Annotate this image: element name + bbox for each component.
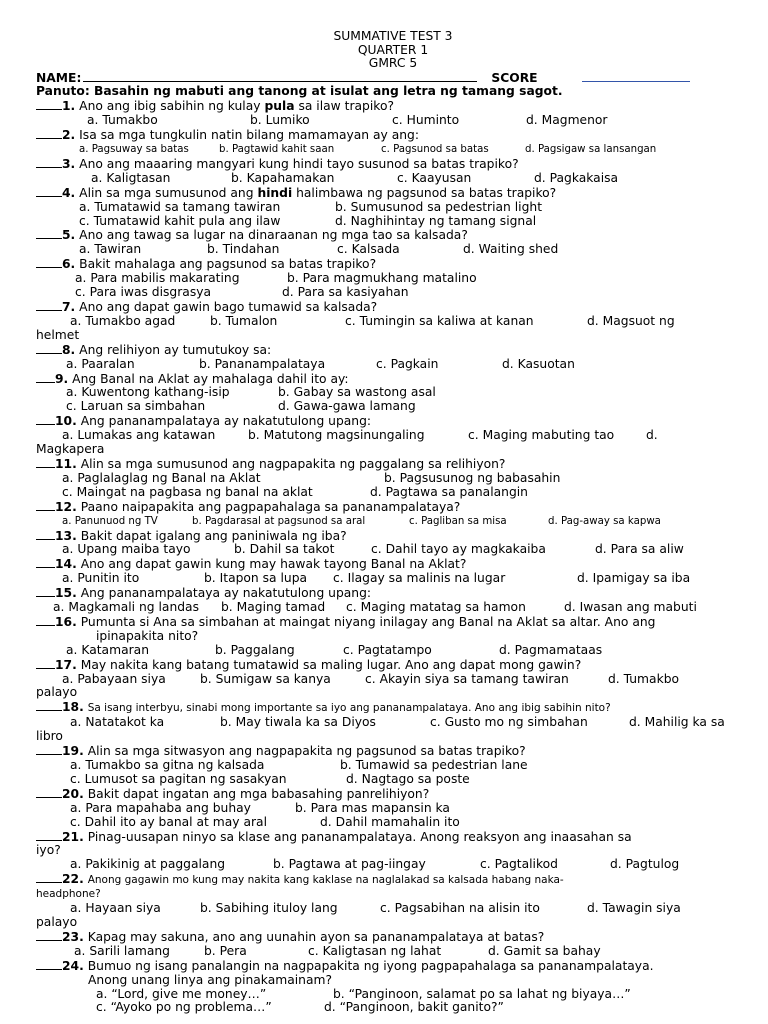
choice-d: d. Gawa-gawa lamang bbox=[278, 399, 416, 414]
question-17 bbox=[36, 658, 750, 673]
test-header bbox=[36, 30, 750, 71]
question-number: 22. bbox=[62, 872, 84, 887]
question-text: sa ilaw trapiko? bbox=[294, 99, 394, 114]
choices-11b bbox=[36, 486, 750, 500]
question-number: 13. bbox=[55, 528, 77, 543]
choice-a: a. Paaralan bbox=[66, 356, 135, 371]
choice-a: a. Magkamali ng landas bbox=[53, 600, 200, 615]
choice-a: a. Hayaan siya bbox=[70, 901, 161, 916]
choice-b: b. Para mas mapansin ka bbox=[295, 800, 450, 815]
choice-d: d. Mahilig ka sa bbox=[629, 715, 725, 730]
answer-blank[interactable] bbox=[36, 128, 62, 139]
choices-21 bbox=[36, 858, 750, 872]
choice-b: b. May tiwala ka sa Diyos bbox=[220, 715, 376, 730]
answer-blank[interactable] bbox=[36, 372, 55, 383]
choice-a: a. Pabayaan siya bbox=[62, 671, 166, 686]
instructions: Panuto: Basahin ng mabuti ang tanong at isulat ang letra ng tamang sagot. bbox=[36, 84, 563, 99]
choice-b: b. Sabihing ituloy lang bbox=[200, 901, 338, 916]
question-15 bbox=[36, 586, 750, 601]
choice-d-continued: palayo bbox=[36, 914, 78, 929]
question-text: Ang relihiyon ay tumutukoy sa: bbox=[79, 342, 272, 357]
choices-24a bbox=[36, 988, 750, 1002]
question-number: 6. bbox=[62, 257, 76, 272]
answer-blank[interactable] bbox=[36, 414, 55, 425]
question-21 bbox=[36, 830, 750, 845]
choices-4a bbox=[36, 201, 750, 215]
choice-a: a. Natatakot ka bbox=[70, 715, 165, 730]
question-number: 16. bbox=[55, 614, 77, 629]
emphasis-text: pula bbox=[264, 99, 295, 114]
answer-blank[interactable] bbox=[36, 228, 62, 239]
name-label: NAME: bbox=[36, 70, 82, 85]
question-21-continued: iyo? bbox=[36, 843, 61, 858]
choice-a: a. Pagsuway sa batas bbox=[79, 144, 189, 156]
question-number: 1. bbox=[62, 99, 76, 114]
question-14 bbox=[36, 557, 750, 572]
choice-d: d. Pagsigaw sa lansangan bbox=[525, 144, 657, 156]
question-text: Alin sa mga sitwasyon ang nagpapakita ng pagsunod sa batas trapiko? bbox=[87, 744, 526, 759]
choice-c: c. Lumusot sa pagitan ng sasakyan bbox=[70, 771, 287, 786]
choice-b: b. “Panginoon, salamat po sa lahat ng biyaya…” bbox=[333, 986, 631, 1001]
question-text: Pumunta si Ana sa simbahan at maingat niyang inilagay ang Banal na Aklat sa altar. Ano ang bbox=[80, 614, 656, 629]
choices-5 bbox=[36, 243, 750, 257]
choices-16 bbox=[36, 644, 750, 658]
question-5 bbox=[36, 228, 750, 243]
choice-b: b. Maging tamad bbox=[221, 600, 326, 615]
choice-c: c. Huminto bbox=[392, 113, 460, 128]
header-subject: GMRC 5 bbox=[368, 56, 418, 70]
question-text: Bakit dapat igalang ang paniniwala ng iba? bbox=[80, 528, 347, 543]
choice-c: c. “Ayoko po ng problema…” bbox=[96, 1000, 272, 1015]
question-number: 12. bbox=[55, 499, 77, 514]
choice-d-continued: helmet bbox=[36, 327, 80, 342]
choice-a: a. Kaligtasan bbox=[91, 170, 171, 185]
choice-a: a. Para mabilis makarating bbox=[75, 271, 240, 286]
choice-a: a. Katamaran bbox=[66, 642, 149, 657]
question-text: Ano ang dapat gawin bago tumawid sa kalsada? bbox=[79, 300, 378, 314]
choice-c: c. Maging mabuting tao bbox=[468, 428, 615, 443]
choice-b: b. Kapahamakan bbox=[231, 170, 335, 185]
choice-c: c. Pagsabihan na alisin ito bbox=[380, 901, 540, 916]
question-number: 21. bbox=[62, 829, 84, 844]
question-text: Ano ang ibig sabihin ng kulay bbox=[79, 99, 265, 114]
choice-a: a. “Lord, give me money…” bbox=[96, 986, 267, 1001]
question-text: Pinag-uusapan ninyo sa klase ang pananampalataya. Anong reaksyon ang inaasahan sa bbox=[87, 829, 632, 844]
header-title: SUMMATIVE TEST 3 bbox=[333, 29, 453, 43]
answer-blank[interactable] bbox=[36, 658, 55, 669]
choice-d: d. Naghihintay ng tamang signal bbox=[335, 213, 537, 228]
choice-d: d. bbox=[646, 428, 658, 443]
question-number: 18. bbox=[62, 700, 84, 715]
choices-9a bbox=[36, 386, 750, 400]
answer-blank[interactable] bbox=[36, 300, 62, 311]
answer-blank[interactable] bbox=[36, 186, 62, 197]
choice-c: c. Pagtatampo bbox=[343, 642, 432, 657]
choice-d: d. Kasuotan bbox=[502, 356, 575, 371]
question-22 bbox=[36, 872, 750, 888]
choice-b: b. Sumusunod sa pedestrian light bbox=[335, 199, 543, 214]
answer-blank[interactable] bbox=[36, 700, 62, 711]
question-text: Sa isang interbyu, sinabi mong importante sa iyo ang pananampalataya. Ano ang ibig sabihin nito? bbox=[87, 702, 611, 715]
choice-a: a. Tumatawid sa tamang tawiran bbox=[79, 199, 281, 214]
choices-4b bbox=[36, 215, 750, 229]
choice-d: d. Pagtawa sa panalangin bbox=[370, 484, 528, 499]
question-13 bbox=[36, 529, 750, 544]
question-number: 19. bbox=[62, 744, 84, 759]
question-number: 5. bbox=[62, 228, 76, 243]
choice-b: b. Dahil sa takot bbox=[234, 542, 335, 557]
choice-b: b. Lumiko bbox=[250, 113, 310, 128]
choice-b: b. Pananampalataya bbox=[199, 356, 326, 371]
choice-c: c. Akayin siya sa tamang tawiran bbox=[365, 671, 569, 686]
question-text: Bakit mahalaga ang pagsunod sa batas trapiko? bbox=[79, 257, 377, 272]
question-text: Alin sa mga sumusunod ang nagpapakita ng paggalang sa relihiyon? bbox=[80, 456, 506, 471]
question-1 bbox=[36, 99, 750, 114]
choice-d-continued: Magkapera bbox=[36, 442, 105, 457]
choice-c: c. Laruan sa simbahan bbox=[66, 399, 206, 414]
choice-c: c. Pagtalikod bbox=[480, 857, 558, 872]
choice-d: d. Dahil mamahalin ito bbox=[320, 814, 460, 829]
question-7 bbox=[36, 300, 750, 315]
choice-a: a. Para mapahaba ang buhay bbox=[70, 800, 251, 815]
question-text: Alin sa mga sumusunod ang bbox=[79, 185, 258, 200]
choice-c: c. Para iwas disgrasya bbox=[75, 285, 212, 300]
question-2 bbox=[36, 128, 750, 143]
question-text: Ano ang dapat gawin kung may hawak tayong Banal na Aklat? bbox=[80, 557, 467, 572]
question-number: 10. bbox=[55, 414, 77, 429]
question-text: Isa sa mga tungkulin natin bilang mamamayan ay ang: bbox=[79, 128, 420, 143]
question-number: 9. bbox=[55, 371, 69, 386]
question-number: 20. bbox=[62, 786, 84, 801]
name-field[interactable] bbox=[83, 71, 477, 82]
choice-b: b. Pagtawa at pag-iingay bbox=[273, 857, 426, 872]
choice-a: a. Tumakbo agad bbox=[70, 313, 176, 328]
choice-b: b. Itapon sa lupa bbox=[204, 571, 308, 586]
choice-a: a. Upang maiba tayo bbox=[62, 542, 191, 557]
emphasis-text: hindi bbox=[257, 185, 293, 200]
answer-blank[interactable] bbox=[36, 830, 62, 841]
score-field[interactable] bbox=[582, 71, 690, 82]
choice-b: b. Tumalon bbox=[210, 313, 278, 328]
choice-b: b. Pagdarasal at pagsunod sa aral bbox=[192, 515, 366, 527]
choice-d: d. Pagtulog bbox=[610, 857, 680, 872]
question-number: 23. bbox=[62, 929, 84, 944]
choice-d: d. Ipamigay sa iba bbox=[577, 571, 691, 586]
question-6 bbox=[36, 257, 750, 272]
choice-a: a. Pakikinig at paggalang bbox=[70, 857, 226, 872]
answer-blank[interactable] bbox=[36, 257, 62, 268]
choice-a: a. Tumakbo bbox=[87, 113, 158, 128]
answer-blank[interactable] bbox=[36, 557, 55, 568]
question-text: Ang pananampalataya ay nakatutulong upang: bbox=[80, 414, 372, 429]
question-number: 4. bbox=[62, 185, 76, 200]
choices-11a bbox=[36, 472, 750, 486]
question-18 bbox=[36, 700, 750, 716]
answer-blank[interactable] bbox=[36, 586, 55, 597]
question-16-continued: ipinapakita nito? bbox=[96, 628, 199, 643]
question-number: 8. bbox=[62, 342, 76, 357]
choices-19b bbox=[36, 773, 750, 787]
question-23 bbox=[36, 930, 750, 945]
question-9 bbox=[36, 372, 750, 387]
choices-9b bbox=[36, 400, 750, 414]
question-number: 15. bbox=[55, 586, 77, 601]
choice-c: c. Pagsunod sa batas bbox=[381, 144, 489, 156]
choice-c: c. Ilagay sa malinis na lugar bbox=[333, 571, 506, 586]
answer-blank[interactable] bbox=[36, 959, 62, 970]
choices-14 bbox=[36, 572, 750, 586]
choices-6b bbox=[36, 286, 750, 300]
answer-blank[interactable] bbox=[36, 787, 62, 798]
choices-12 bbox=[36, 515, 750, 529]
choices-20b bbox=[36, 816, 750, 830]
question-text: Anong gagawin mo kung may nakita kang kaklase na naglalakad sa kalsada habang naka- bbox=[87, 874, 564, 887]
answer-blank[interactable] bbox=[36, 457, 55, 468]
choice-d: d. Iwasan ang mabuti bbox=[564, 600, 697, 615]
choice-d: d. “Panginoon, bakit ganito?” bbox=[324, 1000, 504, 1015]
choice-d: d. Magmenor bbox=[526, 113, 608, 128]
header-quarter: QUARTER 1 bbox=[357, 42, 429, 57]
choice-d: d. Tawagin siya bbox=[587, 901, 681, 916]
question-12 bbox=[36, 500, 750, 515]
answer-blank[interactable] bbox=[36, 529, 55, 540]
choices-2 bbox=[36, 143, 750, 157]
question-4 bbox=[36, 186, 750, 201]
question-text: Bakit dapat ingatan ang mga babasahing panrelihiyon? bbox=[87, 786, 430, 801]
choice-d: d. Para sa kasiyahan bbox=[282, 285, 409, 300]
choice-a: a. Paglalaglag ng Banal na Aklat bbox=[62, 470, 261, 485]
choice-c: c. Kaligtasan ng lahat bbox=[308, 943, 442, 958]
choice-b: b. Sumigaw sa kanya bbox=[200, 671, 331, 686]
question-10 bbox=[36, 414, 750, 429]
question-number: 24. bbox=[62, 958, 84, 973]
choice-d: d. Pagmamataas bbox=[499, 642, 603, 657]
choice-d: d. Pagkakaisa bbox=[534, 170, 619, 185]
choice-c: c. Tumatawid kahit pula ang ilaw bbox=[79, 213, 281, 228]
question-text: Ano ang maaaring mangyari kung hindi tayo susunod sa batas trapiko? bbox=[79, 156, 519, 171]
choice-d: d. Waiting shed bbox=[463, 242, 559, 257]
question-11 bbox=[36, 457, 750, 472]
choice-a: a. Lumakas ang katawan bbox=[62, 428, 216, 443]
choice-c: c. Pagliban sa misa bbox=[409, 515, 507, 527]
question-text: Ano ang tawag sa lugar na dinaraanan ng mga tao sa kalsada? bbox=[79, 228, 468, 243]
choice-c: c. Kaayusan bbox=[397, 170, 472, 185]
choice-c: c. Pagkain bbox=[376, 356, 439, 371]
choice-b: b. Matutong magsinungaling bbox=[248, 428, 425, 443]
question-text: Kapag may sakuna, ano ang uunahin ayon sa pananampalataya at batas? bbox=[87, 929, 545, 944]
choice-b: b. Gabay sa wastong asal bbox=[278, 385, 436, 400]
question-number: 11. bbox=[55, 456, 77, 471]
choices-10 bbox=[36, 429, 750, 443]
answer-blank[interactable] bbox=[36, 872, 62, 883]
answer-blank[interactable] bbox=[36, 343, 62, 354]
answer-blank[interactable] bbox=[36, 500, 55, 511]
choices-18 bbox=[36, 716, 750, 730]
name-score-line bbox=[36, 71, 750, 86]
choice-d: d. Nagtago sa poste bbox=[346, 771, 470, 786]
choices-3 bbox=[36, 172, 750, 186]
choice-a: a. Tumakbo sa gitna ng kalsada bbox=[70, 758, 265, 772]
question-20 bbox=[36, 787, 750, 802]
question-24 bbox=[36, 959, 750, 974]
question-number: 17. bbox=[55, 657, 77, 672]
choice-c: c. Tumingin sa kaliwa at kanan bbox=[345, 313, 534, 328]
choices-19a bbox=[36, 759, 750, 773]
question-number: 3. bbox=[62, 156, 76, 171]
question-text: Ang Banal na Aklat ay mahalaga dahil ito ay: bbox=[72, 371, 349, 386]
question-19 bbox=[36, 744, 750, 759]
answer-blank[interactable] bbox=[36, 744, 62, 755]
question-3 bbox=[36, 157, 750, 172]
choice-b: b. Tumawid sa pedestrian lane bbox=[340, 758, 528, 772]
choice-c: c. Maging matatag sa hamon bbox=[346, 600, 526, 615]
question-number: 7. bbox=[62, 300, 76, 314]
question-number: 14. bbox=[55, 557, 77, 572]
choice-b: b. Para magmukhang matalino bbox=[287, 271, 477, 286]
choice-a: a. Panunuod ng TV bbox=[62, 515, 158, 527]
answer-blank[interactable] bbox=[36, 615, 55, 626]
choices-20a bbox=[36, 802, 750, 816]
answer-blank[interactable] bbox=[36, 157, 62, 168]
choice-c: c. Kalsada bbox=[337, 242, 400, 257]
choice-b: b. Tindahan bbox=[207, 242, 280, 257]
choice-d: d. Pag-away sa kapwa bbox=[548, 515, 661, 527]
choice-b: b. Pagsusunog ng babasahin bbox=[384, 470, 561, 485]
question-8 bbox=[36, 343, 750, 358]
choice-b: b. Pera bbox=[204, 943, 247, 958]
choices-17 bbox=[36, 673, 750, 687]
choices-6a bbox=[36, 272, 750, 286]
choice-d-continued: libro bbox=[36, 729, 63, 744]
question-text: Ang pananampalataya ay nakatutulong upang: bbox=[80, 586, 372, 601]
score-label: SCORE bbox=[491, 70, 538, 85]
choice-c: c. Dahil ito ay banal at may aral bbox=[70, 814, 268, 829]
choices-24b bbox=[36, 1001, 750, 1015]
choice-d: d. Para sa aliw bbox=[595, 542, 684, 557]
choice-a: a. Sarili lamang bbox=[74, 943, 170, 958]
question-text: halimbawa ng pagsunod sa batas trapiko? bbox=[292, 185, 557, 200]
question-16 bbox=[36, 615, 750, 630]
question-24-continued: Anong unang linya ang pinakamainam? bbox=[88, 972, 333, 987]
choice-b: b. Pagtawid kahit saan bbox=[219, 144, 335, 156]
choice-c: c. Dahil tayo ay magkakaiba bbox=[371, 542, 546, 557]
question-22-continued: headphone? bbox=[36, 888, 101, 901]
choice-c: c. Gusto mo ng simbahan bbox=[430, 715, 588, 730]
question-text: Paano naipapakita ang pagpapahalaga sa pananampalataya? bbox=[80, 499, 461, 514]
answer-blank[interactable] bbox=[36, 930, 62, 941]
question-text: May nakita kang batang tumatawid sa maling lugar. Ano ang dapat mong gawin? bbox=[80, 657, 582, 672]
choice-d: d. Gamit sa bahay bbox=[488, 943, 601, 958]
choices-22 bbox=[36, 902, 750, 916]
choices-15 bbox=[36, 601, 750, 615]
choices-23 bbox=[36, 945, 750, 959]
choice-a: a. Kuwentong kathang-isip bbox=[66, 385, 230, 400]
choices-1 bbox=[36, 114, 750, 128]
choice-c: c. Maingat na pagbasa ng banal na aklat bbox=[62, 484, 313, 499]
choice-d: d. Tumakbo bbox=[608, 671, 680, 686]
choice-a: a. Punitin ito bbox=[62, 571, 140, 586]
question-number: 2. bbox=[62, 128, 76, 143]
answer-blank[interactable] bbox=[36, 99, 62, 110]
question-text: Bumuo ng isang panalangin na nagpapakita ng iyong pagpapahalaga sa pananampalataya. bbox=[87, 958, 654, 973]
choice-d: d. Magsuot ng bbox=[587, 313, 675, 328]
choices-13 bbox=[36, 543, 750, 557]
choices-8 bbox=[36, 358, 750, 372]
choice-a: a. Tawiran bbox=[79, 242, 142, 257]
choice-b: b. Paggalang bbox=[215, 642, 295, 657]
choices-7 bbox=[36, 315, 750, 329]
choice-d-continued: palayo bbox=[36, 685, 78, 700]
